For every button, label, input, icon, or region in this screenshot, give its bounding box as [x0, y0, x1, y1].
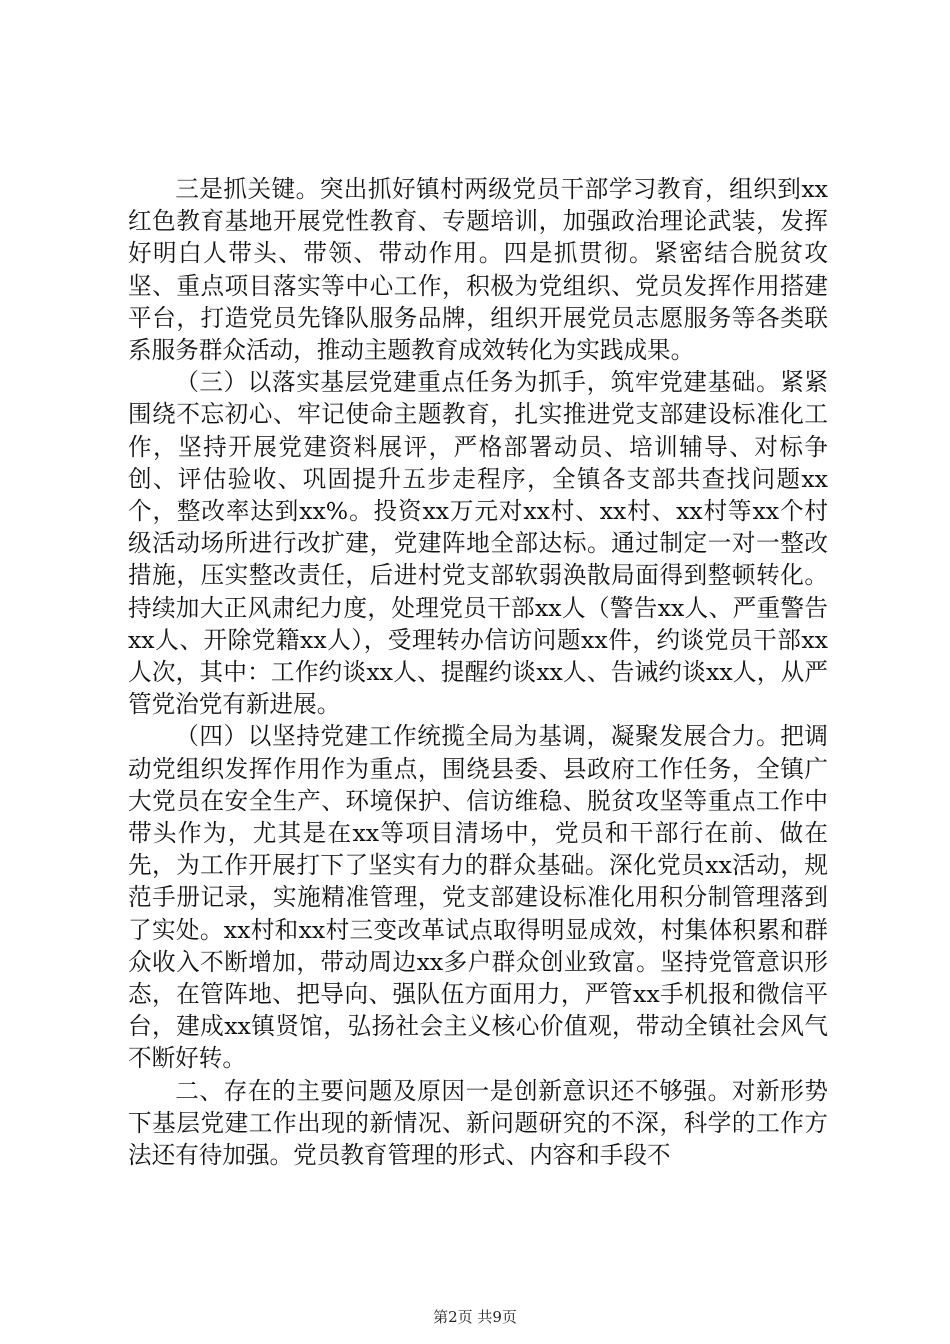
paragraph-problems: 二、存在的主要问题及原因一是创新意识还不够强。对新形势下基层党建工作出现的新情况、新问题研究的不深，科学的工作方法还有待加强。党员教育管理的形式、内容和手段不 [128, 1076, 828, 1170]
paragraph-section-four: （四）以坚持党建工作统揽全局为基调，凝聚发展合力。把调动党组织发挥作用作为重点，围绕县委、县政府工作任务，全镇广大党员在安全生产、环境保护、信访维稳、脱贫攻坚等重点工作中带头作为，尤其是在xx等项目清场中，党员和干部行在前、做在先，为工作开展打下了坚实有力的群众基础。深化党员xx活动，规范手册记录，实施精准管理，党支部建设标准化用积分制管理落到了实处。xx村和xx村三变改革试点取得明显成效，村集体积累和群众收入不断增加，带动周边xx多户群众创业致富。坚持党管意识形态，在管阵地、把导向、强队伍方面用力，严管xx手机报和微信平台，建成xx镇贤馆，弘扬社会主义核心价值观，带动全镇社会风气不断好转。 [128, 722, 828, 1073]
document-body [128, 173, 828, 1171]
paragraph-key-points: 三是抓关键。突出抓好镇村两级党员干部学习教育，组织到xx红色教育基地开展党性教育、专题培训，加强政治理论武装，发挥好明白人带头、带领、带动作用。四是抓贯彻。紧密结合脱贫攻坚、重点项目落实等中心工作，积极为党组织、党员发挥作用搭建平台，打造党员先锋队服务品牌，组织开展党员志愿服务等各类联系服务群众活动，推动主题教育成效转化为实践成果。 [128, 175, 828, 365]
page-number-footer: 第2页 共9页 [433, 1308, 517, 1326]
paragraph-section-three: （三）以落实基层党建重点任务为抓手，筑牢党建基础。紧紧围绕不忘初心、牢记使命主题教育，扎实推进党支部建设标准化工作，坚持开展党建资料展评，严格部署动员、培训辅导、对标争创、评估验收、巩固提升五步走程序，全镇各支部共查找问题xx个，整改率达到xx%。投资xx万元对xx村、xx村、xx村等xx个村级活动场所进行改扩建，党建阵地全部达标。通过制定一对一整改措施，压实整改责任，后进村党支部软弱涣散局面得到整顿转化。持续加大正风肃纪力度，处理党员干部xx人（警告xx人、严重警告xx人、开除党籍xx人），受理转办信访问题xx件，约谈党员干部xx人次，其中：工作约谈xx人、提醒约谈xx人、告诫约谈xx人，从严管党治党有新进展。 [128, 368, 828, 719]
